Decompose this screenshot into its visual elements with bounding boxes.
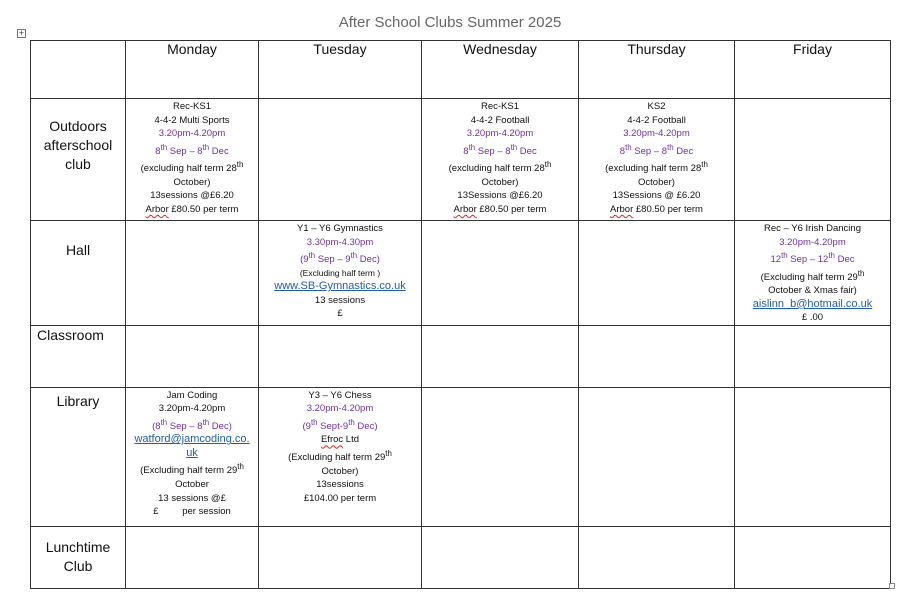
- club-name: Jam Coding: [166, 389, 218, 401]
- club-exclusion-cont: October): [321, 465, 359, 477]
- cell-lunchtime-thursday: [579, 526, 735, 588]
- cell-library-friday: [735, 387, 891, 526]
- club-time: 3.20pm-4.20pm: [306, 403, 374, 415]
- row-outdoors: [31, 99, 891, 221]
- club-dates: 8th Sep – 8th Dec: [619, 142, 694, 157]
- club-name: Y1 – Y6 Gymnastics: [297, 223, 383, 234]
- club-sessions: 13Sessions @ £6.20: [612, 190, 701, 202]
- club-exclusion-cont: October): [638, 176, 675, 188]
- club-exclusion-cont: October: [175, 479, 209, 491]
- club-price: Arbor £80.50 per term: [610, 203, 703, 215]
- cell-library-monday: [126, 387, 259, 526]
- cell-hall-monday: [126, 221, 259, 326]
- cell-classroom-wednesday: [422, 325, 579, 387]
- day-header-friday: Friday: [735, 41, 891, 99]
- club-sessions: 13sessions @£6.20: [150, 190, 234, 202]
- club-price: Arbor £80.50 per term: [145, 203, 239, 215]
- day-header-tuesday: Tuesday: [259, 41, 422, 99]
- club-organiser: Efroc Ltd: [320, 434, 360, 446]
- club-email-link-cont[interactable]: uk: [186, 446, 198, 459]
- club-email-link[interactable]: aislinn_b@hotmail.co.uk: [752, 297, 873, 310]
- club-time: 3.20pm-4.20pm: [158, 403, 226, 415]
- cell-hall-tuesday: [259, 221, 422, 326]
- club-exclusion: (Excluding half term 29th: [140, 462, 244, 477]
- club-time: 3.30pm-4.30pm: [306, 236, 374, 248]
- club-sessions: 13sessions: [316, 479, 364, 491]
- club-name: 4-4-2 Football: [627, 114, 686, 126]
- club-dates: (9th Sep – 9th Dec): [300, 251, 380, 266]
- cell-outdoors-wednesday: [422, 99, 579, 221]
- row-label-lunchtime: Lunchtime Club: [31, 526, 126, 588]
- cell-lunchtime-wednesday: [422, 526, 579, 588]
- club-group: Rec-KS1: [172, 101, 211, 112]
- club-exclusion: (excluding half term 28th: [605, 160, 708, 175]
- day-header-thursday: Thursday: [579, 41, 735, 99]
- club-time: 3.20pm-4.20pm: [158, 128, 226, 139]
- club-sessions: 13 sessions @£: [158, 492, 226, 504]
- cell-outdoors-tuesday: [259, 99, 422, 221]
- day-header-monday: Monday: [126, 41, 259, 99]
- club-exclusion: (excluding half term 28th: [140, 160, 244, 175]
- club-dates: (9th Sept-9th Dec): [302, 417, 378, 432]
- cell-outdoors-thursday: [579, 99, 735, 221]
- club-exclusion-cont: October): [481, 176, 519, 188]
- club-price: £ per session: [153, 506, 231, 518]
- club-exclusion: (Excluding half term ): [299, 267, 381, 278]
- club-time: 3.20pm-4.20pm: [779, 236, 846, 248]
- club-price: £: [337, 308, 343, 320]
- cell-hall-wednesday: [422, 221, 579, 326]
- cell-outdoors-monday: [126, 99, 259, 221]
- club-name: Y3 – Y6 Chess: [308, 389, 372, 401]
- cell-lunchtime-monday: [126, 526, 259, 588]
- club-time: 3.20pm-4.20pm: [623, 128, 690, 139]
- club-website-link[interactable]: www.SB-Gymnastics.co.uk: [274, 280, 406, 293]
- club-dates: 12th Sep – 12th Dec: [770, 251, 855, 266]
- row-classroom: [31, 325, 891, 387]
- club-name: Rec – Y6 Irish Dancing: [764, 223, 861, 234]
- row-hall: [31, 221, 891, 326]
- table-resize-handle[interactable]: [889, 583, 895, 589]
- club-dates: 8th Sep – 8th Dec: [155, 142, 229, 157]
- club-exclusion: (excluding half term 28th: [448, 160, 552, 175]
- club-name: 4-4-2 Football: [470, 114, 530, 126]
- header-row: [31, 41, 891, 99]
- cell-hall-friday: [735, 221, 891, 326]
- club-exclusion-cont: October): [173, 176, 211, 188]
- club-group: Rec-KS1: [480, 101, 519, 112]
- club-price: Arbor £80.50 per term: [453, 203, 547, 215]
- cell-hall-thursday: [579, 221, 735, 326]
- club-exclusion: (Excluding half term 29th: [760, 268, 865, 283]
- table-move-handle-icon[interactable]: +: [18, 28, 25, 38]
- row-label-outdoors: Outdoors afterschool club: [31, 99, 126, 221]
- cell-lunchtime-tuesday: [259, 526, 422, 588]
- page-title: After School Clubs Summer 2025: [338, 14, 562, 31]
- row-lunchtime: [31, 526, 891, 588]
- cell-lunchtime-friday: [735, 526, 891, 588]
- row-label-classroom: Classroom: [31, 325, 126, 387]
- cell-outdoors-friday: [735, 99, 891, 221]
- day-header-wednesday: Wednesday: [422, 41, 579, 99]
- club-exclusion-cont: October & Xmas fair): [768, 285, 857, 297]
- row-label-library: Library: [31, 387, 126, 526]
- club-exclusion: (Excluding half term 29th: [288, 448, 392, 464]
- clubs-timetable: [30, 40, 891, 589]
- club-dates: 8th Sep – 8th Dec: [463, 142, 537, 157]
- row-label-hall: Hall: [31, 221, 126, 326]
- club-time: 3.20pm-4.20pm: [466, 128, 534, 139]
- club-email-link[interactable]: watford@jamcoding.co.: [134, 433, 250, 446]
- cell-classroom-thursday: [579, 325, 735, 387]
- corner-cell: [31, 41, 126, 99]
- cell-classroom-tuesday: [259, 325, 422, 387]
- club-price: £104.00 per term: [303, 492, 377, 504]
- cell-classroom-friday: [735, 325, 891, 387]
- club-group: KS2: [647, 101, 666, 112]
- club-price: £ .00: [801, 312, 824, 324]
- club-dates: (8th Sep – 8th Dec): [152, 417, 232, 432]
- cell-classroom-monday: [126, 325, 259, 387]
- row-library: [31, 387, 891, 526]
- cell-library-tuesday: [259, 387, 422, 526]
- club-name: 4-4-2 Multi Sports: [154, 114, 230, 126]
- cell-library-thursday: [579, 387, 735, 526]
- club-sessions: 13 sessions: [314, 294, 366, 306]
- club-sessions: 13Sessions @£6.20: [457, 190, 543, 202]
- cell-library-wednesday: [422, 387, 579, 526]
